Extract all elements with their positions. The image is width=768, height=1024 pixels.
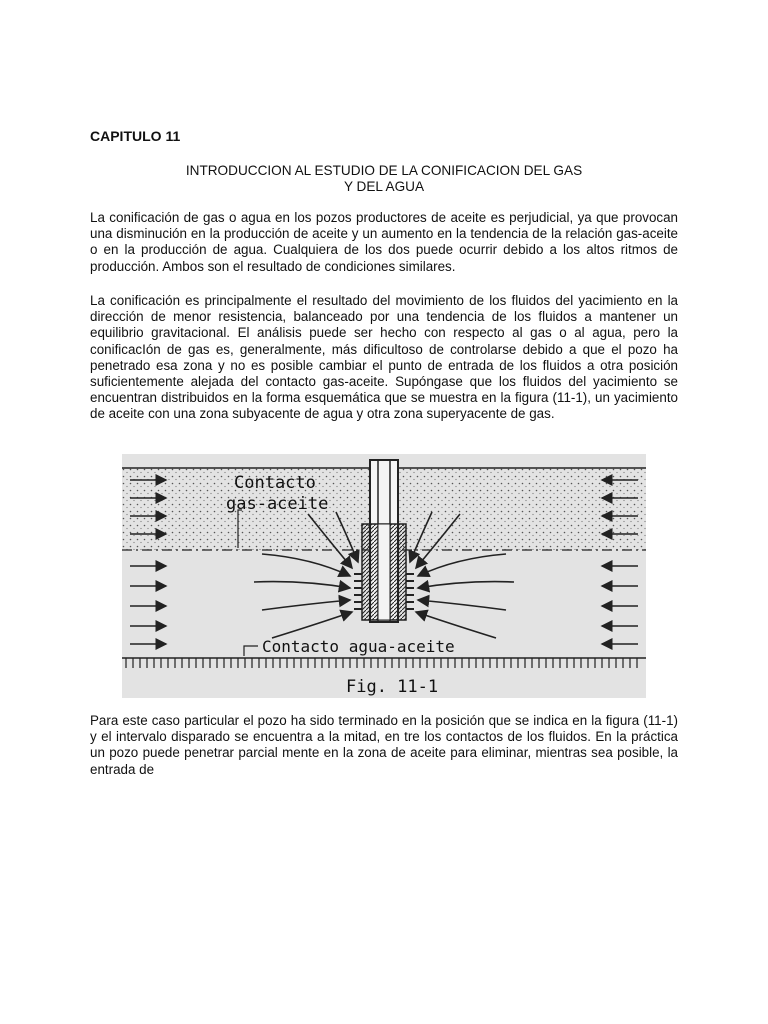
paragraph-2: La conificación es principalmente el resultado del movimiento de los fluidos del yacimiento en la dirección de menor resistencia, balanceado por una tendencia de los fluidos a mantener un equilibrio gravitacional. El análisis puede ser hecho con respecto al gas o al agua, pero la conificacIón de gas es, generalmente, más dificultoso de controlarse debido a que el pozo ha penetrado esa zona y no es posible cambiar el punto de entrada de los fluidos a otra posición suficientemente alejada del contacto gas-aceite. Supóngase que los fluidos del yacimiento se encuentran distribuidos en la forma esquemática que se muestra en la figura (11-1), un yacimiento de aceite con una zona subyacente de agua y otra zona superyacente de gas.	[90, 293, 678, 422]
figure-11-1	[122, 454, 646, 698]
paragraph-1: La conificación de gas o agua en los pozos productores de aceite es perjudicial, ya que provocan una disminución en la producción de aceite y un aumento en la tendencia de la relación gas-aceite o en la producción de agua. Cualquiera de los dos puede ocurrir debido a los altos ritmos de producción. Ambos son el resultado de condiciones similares.	[90, 210, 678, 274]
chapter-title	[90, 163, 678, 195]
chapter-title-line-1: INTRODUCCION AL ESTUDIO DE LA CONIFICACION DEL GAS	[185, 163, 583, 178]
paragraph-3: Para este caso particular el pozo ha sido terminado en la posición que se indica en la figura (11-1) y el intervalo disparado se encuentra a la mitad, en tre los contactos de los fluidos. En la práctica un pozo puede penetrar parcial mente en la zona de aceite para eliminar, mientras sea posible, la entrada de	[90, 713, 678, 777]
chapter-heading: CAPITULO 11	[90, 128, 181, 144]
label-contacto: Contacto	[234, 473, 316, 493]
figure-caption: Fig. 11-1	[346, 677, 439, 697]
water-zone-ticks	[126, 658, 637, 668]
label-gas-aceite: gas-aceite	[226, 494, 329, 514]
chapter-title-line-2: Y DEL AGUA	[343, 179, 425, 194]
water-oil-leader	[244, 646, 258, 656]
coning-diagram	[122, 454, 646, 698]
label-contacto-agua-aceite: Contacto agua-aceite	[262, 637, 455, 656]
